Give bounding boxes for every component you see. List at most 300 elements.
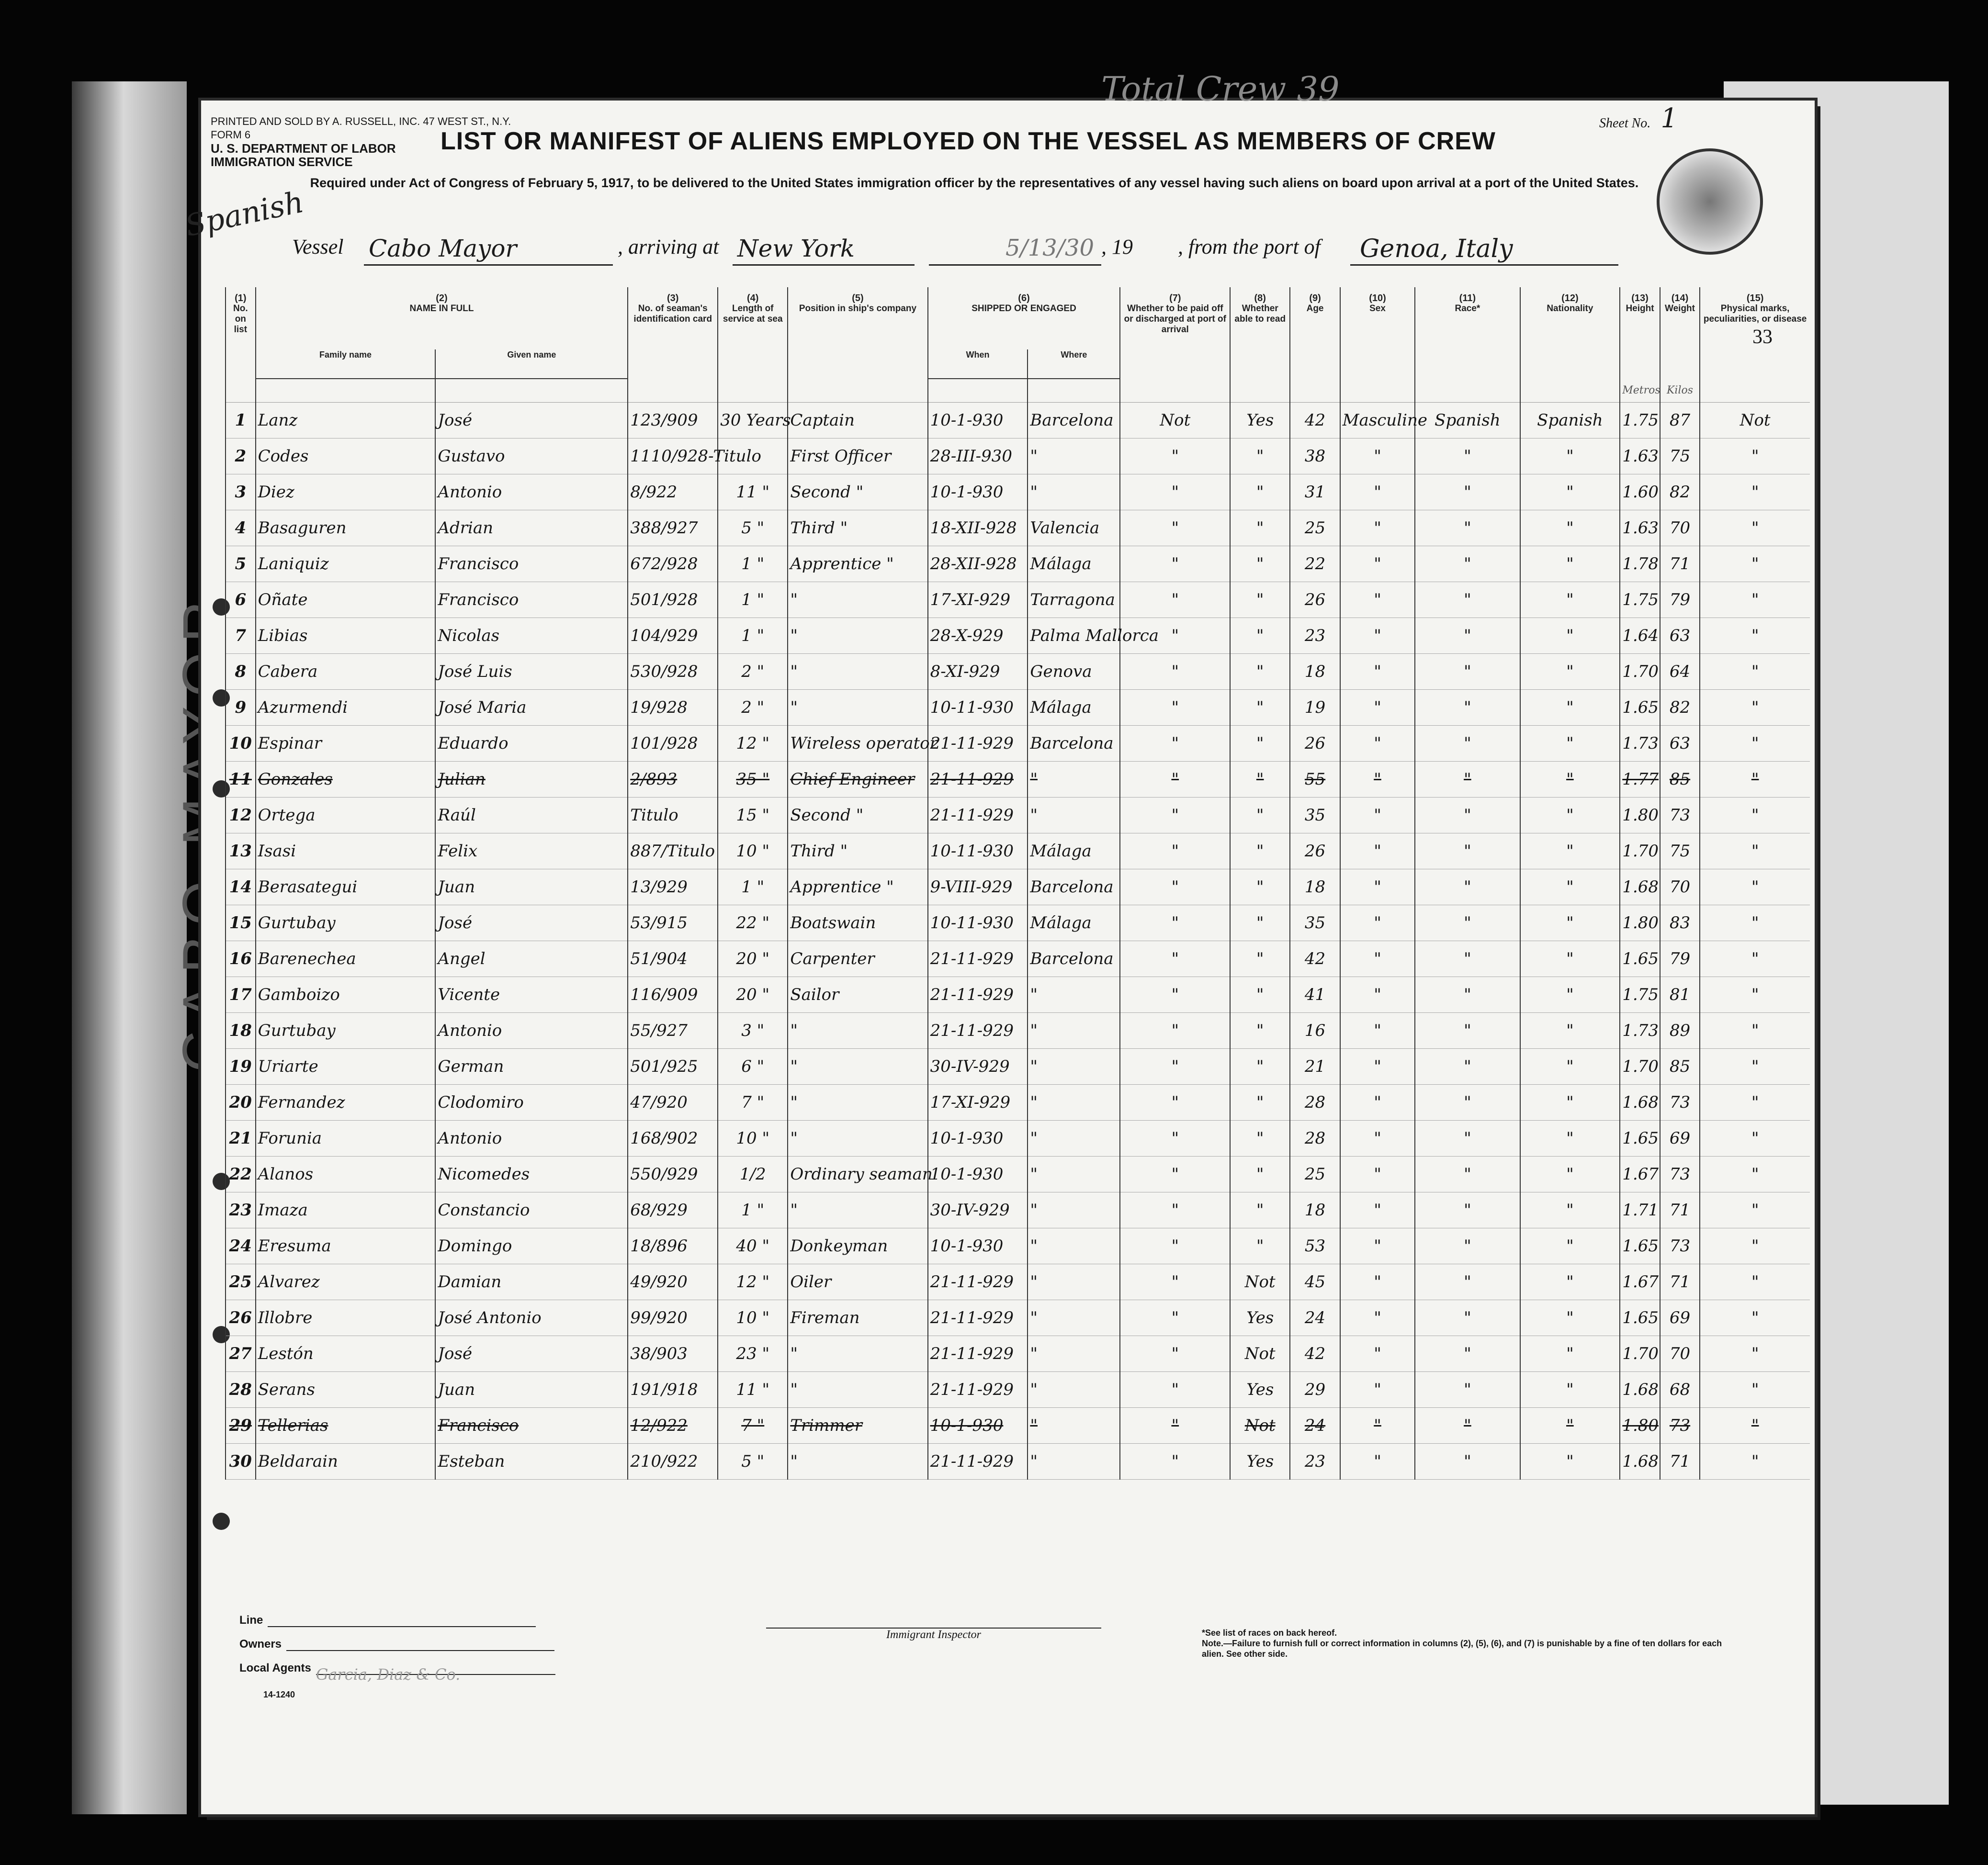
- form-code: 14-1240: [263, 1690, 295, 1699]
- cell-able-to-read: ": [1230, 1228, 1290, 1264]
- cell-given-name: Antonio: [435, 1121, 628, 1157]
- cell-family-name: Gurtubay: [256, 905, 436, 941]
- cell-paid-off: ": [1120, 618, 1230, 654]
- cell-age: 24: [1290, 1408, 1340, 1444]
- cell-shipped-where: ": [1028, 1228, 1120, 1264]
- cell-sex: ": [1340, 905, 1415, 941]
- cell-physical-marks: ": [1700, 618, 1810, 654]
- cell-shipped-where: Málaga: [1028, 546, 1120, 582]
- cell-sex: ": [1340, 510, 1415, 546]
- header-sex: Sex: [1340, 303, 1415, 379]
- cell-shipped-when: 21-11-929: [928, 1372, 1028, 1408]
- inspector-label: Immigrant Inspector: [886, 1629, 981, 1641]
- cell-nationality: ": [1520, 1336, 1620, 1372]
- cell-weight: 83: [1660, 905, 1700, 941]
- cell-weight: 73: [1660, 798, 1700, 833]
- cell-position: ": [788, 654, 927, 690]
- from-label: , from the port of: [1178, 235, 1321, 258]
- agents-field: [239, 1656, 555, 1684]
- header-height: Height: [1620, 303, 1660, 379]
- cell-position: Carpenter: [788, 941, 927, 977]
- cell-age: 41: [1290, 977, 1340, 1013]
- cell-sex: ": [1340, 1157, 1415, 1192]
- cell-length-of-service: 35 ": [718, 762, 788, 798]
- cell-shipped-when: 21-11-929: [928, 1444, 1028, 1480]
- vessel-label: Vessel: [292, 235, 344, 258]
- cell-age: 25: [1290, 510, 1340, 546]
- cell-family-name: Lanz: [256, 403, 436, 438]
- cell-shipped-where: ": [1028, 1192, 1120, 1228]
- cell-height: 1.75: [1620, 403, 1660, 438]
- owners-label: Owners: [239, 1638, 282, 1651]
- cell-family-name: Tellerias: [256, 1408, 436, 1444]
- cell-shipped-where: ": [1028, 1372, 1120, 1408]
- cell-row-number: 6: [226, 582, 256, 618]
- cell-race: ": [1415, 762, 1520, 798]
- cell-nationality: Spanish: [1520, 403, 1620, 438]
- cell-sex: ": [1340, 1228, 1415, 1264]
- cell-given-name: Eduardo: [435, 726, 628, 762]
- cell-nationality: ": [1520, 1228, 1620, 1264]
- cell-height: 1.70: [1620, 1049, 1660, 1085]
- table-row: [226, 1049, 1810, 1085]
- cell-nationality: ": [1520, 869, 1620, 905]
- cell-race: ": [1415, 1049, 1520, 1085]
- cell-row-number: 2: [226, 438, 256, 474]
- cell-row-number: 12: [226, 798, 256, 833]
- cell-shipped-when: 8-XI-929: [928, 654, 1028, 690]
- cell-given-name: Damian: [435, 1264, 628, 1300]
- cell-position: Captain: [788, 403, 927, 438]
- cell-height: 1.80: [1620, 1408, 1660, 1444]
- cell-race: Spanish: [1415, 403, 1520, 438]
- cell-paid-off: ": [1120, 869, 1230, 905]
- cell-family-name: Berasategui: [256, 869, 436, 905]
- cell-family-name: Oñate: [256, 582, 436, 618]
- cell-shipped-when: 21-11-929: [928, 941, 1028, 977]
- cell-physical-marks: ": [1700, 762, 1810, 798]
- cell-shipped-where: Barcelona: [1028, 941, 1120, 977]
- cell-row-number: 23: [226, 1192, 256, 1228]
- cell-family-name: Alvarez: [256, 1264, 436, 1300]
- cell-length-of-service: 10 ": [718, 1300, 788, 1336]
- cell-height: 1.63: [1620, 438, 1660, 474]
- cell-position: Wireless operator: [788, 726, 927, 762]
- cell-weight: 71: [1660, 1264, 1700, 1300]
- cell-sex: ": [1340, 1085, 1415, 1121]
- cell-given-name: Constancio: [435, 1192, 628, 1228]
- cell-position: Second ": [788, 474, 927, 510]
- cell-sex: ": [1340, 474, 1415, 510]
- cell-height: 1.63: [1620, 510, 1660, 546]
- colnum-2: (2): [256, 287, 628, 303]
- cell-paid-off: ": [1120, 1121, 1230, 1157]
- cell-able-to-read: ": [1230, 869, 1290, 905]
- cell-position: ": [788, 1372, 927, 1408]
- cell-paid-off: ": [1120, 1192, 1230, 1228]
- cell-weight: 73: [1660, 1228, 1700, 1264]
- cell-physical-marks: ": [1700, 1192, 1810, 1228]
- agents-label: Local Agents: [239, 1662, 311, 1674]
- cell-sex: ": [1340, 941, 1415, 977]
- cell-physical-marks: ": [1700, 1300, 1810, 1336]
- table-row: [226, 1192, 1810, 1228]
- cell-height: 1.80: [1620, 798, 1660, 833]
- cell-id-card: 99/920: [628, 1300, 718, 1336]
- cell-able-to-read: Yes: [1230, 403, 1290, 438]
- cell-length-of-service: 11 ": [718, 474, 788, 510]
- cell-row-number: 7: [226, 618, 256, 654]
- cell-paid-off: ": [1120, 654, 1230, 690]
- arrival-date: 5/13/30: [1005, 235, 1095, 261]
- cell-race: ": [1415, 654, 1520, 690]
- cell-id-card: 53/915: [628, 905, 718, 941]
- cell-able-to-read: ": [1230, 1049, 1290, 1085]
- cell-family-name: Ortega: [256, 798, 436, 833]
- cell-length-of-service: 15 ": [718, 798, 788, 833]
- cell-length-of-service: 1/2: [718, 1157, 788, 1192]
- cell-nationality: ": [1520, 1013, 1620, 1049]
- cell-weight: 73: [1660, 1157, 1700, 1192]
- cell-physical-marks: ": [1700, 1013, 1810, 1049]
- line-field: [239, 1608, 555, 1632]
- cell-shipped-when: 28-III-930: [928, 438, 1028, 474]
- cell-sex: ": [1340, 833, 1415, 869]
- cell-race: ": [1415, 582, 1520, 618]
- cell-weight: 64: [1660, 654, 1700, 690]
- cell-paid-off: ": [1120, 798, 1230, 833]
- cell-nationality: ": [1520, 1157, 1620, 1192]
- cell-given-name: Clodomiro: [435, 1085, 628, 1121]
- cell-height: 1.65: [1620, 1228, 1660, 1264]
- cell-sex: ": [1340, 582, 1415, 618]
- cell-row-number: 19: [226, 1049, 256, 1085]
- colnum-3: (3): [628, 287, 718, 303]
- cell-able-to-read: ": [1230, 618, 1290, 654]
- cell-id-card: 49/920: [628, 1264, 718, 1300]
- cell-age: 18: [1290, 1192, 1340, 1228]
- cell-age: 26: [1290, 726, 1340, 762]
- cell-length-of-service: 1 ": [718, 1192, 788, 1228]
- cell-given-name: Domingo: [435, 1228, 628, 1264]
- cell-age: 21: [1290, 1049, 1340, 1085]
- cell-race: ": [1415, 869, 1520, 905]
- cell-shipped-where: ": [1028, 762, 1120, 798]
- cell-race: ": [1415, 1228, 1520, 1264]
- cell-height: 1.60: [1620, 474, 1660, 510]
- cell-able-to-read: ": [1230, 438, 1290, 474]
- cell-length-of-service: 7 ": [718, 1085, 788, 1121]
- cell-row-number: 5: [226, 546, 256, 582]
- table-row: [226, 1013, 1810, 1049]
- cell-weight: 85: [1660, 1049, 1700, 1085]
- cell-sex: ": [1340, 726, 1415, 762]
- cell-length-of-service: 2 ": [718, 654, 788, 690]
- colnum-15: (15): [1700, 287, 1810, 303]
- cell-shipped-where: ": [1028, 1085, 1120, 1121]
- cell-height: 1.68: [1620, 1444, 1660, 1480]
- cell-sex: ": [1340, 977, 1415, 1013]
- colnum-5: (5): [788, 287, 927, 303]
- cell-family-name: Imaza: [256, 1192, 436, 1228]
- cell-age: 18: [1290, 869, 1340, 905]
- inspection-seal: [1657, 148, 1763, 255]
- cell-row-number: 1: [226, 403, 256, 438]
- cell-height: 1.65: [1620, 690, 1660, 726]
- cell-paid-off: ": [1120, 833, 1230, 869]
- cell-shipped-when: 21-11-929: [928, 1300, 1028, 1336]
- cell-family-name: Serans: [256, 1372, 436, 1408]
- cell-family-name: Illobre: [256, 1300, 436, 1336]
- cell-race: ": [1415, 1336, 1520, 1372]
- cell-race: ": [1415, 510, 1520, 546]
- cell-id-card: 550/929: [628, 1157, 718, 1192]
- colnum-8: (8): [1230, 287, 1290, 303]
- cell-shipped-where: Barcelona: [1028, 869, 1120, 905]
- cell-nationality: ": [1520, 546, 1620, 582]
- cell-height: 1.68: [1620, 1372, 1660, 1408]
- cell-race: ": [1415, 1085, 1520, 1121]
- cell-sex: ": [1340, 1264, 1415, 1300]
- agents-value: Garcia, Diaz & Co.: [316, 1663, 555, 1675]
- cell-id-card: 388/927: [628, 510, 718, 546]
- cell-id-card: 12/922: [628, 1408, 718, 1444]
- cell-weight: 63: [1660, 726, 1700, 762]
- cell-paid-off: ": [1120, 690, 1230, 726]
- cell-position: ": [788, 1049, 927, 1085]
- cell-physical-marks: ": [1700, 654, 1810, 690]
- table-row: [226, 654, 1810, 690]
- cell-physical-marks: ": [1700, 438, 1810, 474]
- cell-sex: ": [1340, 654, 1415, 690]
- cell-shipped-when: 28-XII-928: [928, 546, 1028, 582]
- cell-sex: ": [1340, 1192, 1415, 1228]
- cell-id-card: 2/893: [628, 762, 718, 798]
- cell-nationality: ": [1520, 977, 1620, 1013]
- header-paid-off: Whether to be paid off or discharged at port of arrival: [1120, 303, 1230, 379]
- cell-given-name: José: [435, 1336, 628, 1372]
- cell-shipped-when: 10-1-930: [928, 1408, 1028, 1444]
- header-position: Position in ship's company: [788, 303, 927, 379]
- cell-age: 25: [1290, 1157, 1340, 1192]
- header-nationality: Nationality: [1520, 303, 1620, 379]
- cell-weight: 75: [1660, 833, 1700, 869]
- header-where: Where: [1028, 349, 1120, 379]
- cell-position: ": [788, 1121, 927, 1157]
- cell-id-card: 672/928: [628, 546, 718, 582]
- cell-shipped-where: Tarragona: [1028, 582, 1120, 618]
- cell-weight: 73: [1660, 1085, 1700, 1121]
- cell-row-number: 24: [226, 1228, 256, 1264]
- cell-able-to-read: ": [1230, 690, 1290, 726]
- cell-paid-off: ": [1120, 1444, 1230, 1480]
- cell-shipped-where: ": [1028, 1121, 1120, 1157]
- cell-able-to-read: ": [1230, 1192, 1290, 1228]
- cell-weight: 69: [1660, 1121, 1700, 1157]
- cell-height: 1.80: [1620, 905, 1660, 941]
- cell-given-name: Francisco: [435, 1408, 628, 1444]
- cell-shipped-when: 30-IV-929: [928, 1192, 1028, 1228]
- cell-height: 1.68: [1620, 869, 1660, 905]
- cell-nationality: ": [1520, 1408, 1620, 1444]
- cell-sex: ": [1340, 1300, 1415, 1336]
- cell-race: ": [1415, 438, 1520, 474]
- cell-able-to-read: ": [1230, 833, 1290, 869]
- cell-paid-off: ": [1120, 1408, 1230, 1444]
- cell-length-of-service: 1 ": [718, 618, 788, 654]
- cell-height: 1.73: [1620, 726, 1660, 762]
- owners-field: [239, 1632, 555, 1656]
- cell-nationality: ": [1520, 474, 1620, 510]
- column-header-row: [226, 303, 1810, 349]
- cell-nationality: ": [1520, 1085, 1620, 1121]
- cell-shipped-when: 21-11-929: [928, 726, 1028, 762]
- cell-paid-off: ": [1120, 510, 1230, 546]
- cell-able-to-read: ": [1230, 654, 1290, 690]
- cell-weight: 82: [1660, 690, 1700, 726]
- colnum-13: (13): [1620, 287, 1660, 303]
- table-row: [226, 941, 1810, 977]
- cell-physical-marks: ": [1700, 941, 1810, 977]
- sheet-number: [1599, 103, 1678, 134]
- colnum-12: (12): [1520, 287, 1620, 303]
- cell-nationality: ": [1520, 726, 1620, 762]
- cell-sex: ": [1340, 798, 1415, 833]
- cell-given-name: Francisco: [435, 546, 628, 582]
- from-fill-line: [1350, 264, 1618, 266]
- cell-given-name: Juan: [435, 869, 628, 905]
- cell-physical-marks: ": [1700, 690, 1810, 726]
- cell-shipped-when: 21-11-929: [928, 1264, 1028, 1300]
- cell-shipped-where: Genova: [1028, 654, 1120, 690]
- cell-height: 1.65: [1620, 1121, 1660, 1157]
- cell-id-card: 530/928: [628, 654, 718, 690]
- cell-physical-marks: ": [1700, 1228, 1810, 1264]
- cell-nationality: ": [1520, 762, 1620, 798]
- cell-shipped-where: ": [1028, 1336, 1120, 1372]
- cell-shipped-when: 21-11-929: [928, 1013, 1028, 1049]
- cell-age: 18: [1290, 654, 1340, 690]
- cell-given-name: German: [435, 1049, 628, 1085]
- cell-row-number: 25: [226, 1264, 256, 1300]
- cell-length-of-service: 5 ": [718, 510, 788, 546]
- cell-weight: 70: [1660, 510, 1700, 546]
- cell-weight: 69: [1660, 1300, 1700, 1336]
- units-row: [226, 379, 1810, 403]
- cell-race: ": [1415, 1157, 1520, 1192]
- cell-shipped-where: ": [1028, 1013, 1120, 1049]
- cell-given-name: Francisco: [435, 582, 628, 618]
- table-row: [226, 1408, 1810, 1444]
- table-row: [226, 1157, 1810, 1192]
- cell-height: 1.77: [1620, 762, 1660, 798]
- cell-length-of-service: 20 ": [718, 977, 788, 1013]
- required-notice: Required under Act of Congress of February 5, 1917, to be delivered to the United States immigration officer by the representatives of any vessel having such aliens on board upon arrival at a port of the United States.: [310, 176, 1639, 190]
- cell-position: Second ": [788, 798, 927, 833]
- cell-weight: 89: [1660, 1013, 1700, 1049]
- cell-length-of-service: 6 ": [718, 1049, 788, 1085]
- vessel-name: Cabo Mayor: [369, 235, 517, 262]
- cell-given-name: Adrian: [435, 510, 628, 546]
- cell-physical-marks: ": [1700, 1157, 1810, 1192]
- cell-row-number: 22: [226, 1157, 256, 1192]
- table-row: [226, 403, 1810, 438]
- line-label: Line: [239, 1614, 263, 1627]
- cell-position: First Officer: [788, 438, 927, 474]
- cell-nationality: ": [1520, 1264, 1620, 1300]
- cell-id-card: 501/928: [628, 582, 718, 618]
- cell-position: Sailor: [788, 977, 927, 1013]
- colnum-7: (7): [1120, 287, 1230, 303]
- cell-race: ": [1415, 941, 1520, 977]
- arriving-port: New York: [737, 235, 855, 262]
- cell-physical-marks: Not: [1700, 403, 1810, 438]
- cell-shipped-when: 10-1-930: [928, 1157, 1028, 1192]
- cell-nationality: ": [1520, 510, 1620, 546]
- cell-able-to-read: ": [1230, 546, 1290, 582]
- table-row: [226, 690, 1810, 726]
- cell-physical-marks: ": [1700, 1049, 1810, 1085]
- cell-row-number: 13: [226, 833, 256, 869]
- colnum-10: (10): [1340, 287, 1415, 303]
- cell-paid-off: ": [1120, 546, 1230, 582]
- cell-age: 45: [1290, 1264, 1340, 1300]
- cell-physical-marks: ": [1700, 1121, 1810, 1157]
- header-length-of-service: Length of service at sea: [718, 303, 788, 379]
- cell-sex: ": [1340, 546, 1415, 582]
- table-row: [226, 726, 1810, 762]
- cell-family-name: Gurtubay: [256, 1013, 436, 1049]
- cell-paid-off: ": [1120, 1157, 1230, 1192]
- cell-sex: Masculine: [1340, 403, 1415, 438]
- cell-shipped-when: 10-11-930: [928, 905, 1028, 941]
- cell-family-name: Libias: [256, 618, 436, 654]
- cell-height: 1.70: [1620, 1336, 1660, 1372]
- header-able-to-read: Whether able to read: [1230, 303, 1290, 379]
- cell-age: 16: [1290, 1013, 1340, 1049]
- cell-paid-off: ": [1120, 762, 1230, 798]
- cell-given-name: Vicente: [435, 977, 628, 1013]
- cell-shipped-when: 10-1-930: [928, 403, 1028, 438]
- cell-given-name: Raúl: [435, 798, 628, 833]
- cell-physical-marks: ": [1700, 546, 1810, 582]
- table-row: [226, 1300, 1810, 1336]
- cell-given-name: Esteban: [435, 1444, 628, 1480]
- cell-nationality: ": [1520, 582, 1620, 618]
- cell-able-to-read: Yes: [1230, 1444, 1290, 1480]
- cell-given-name: José Maria: [435, 690, 628, 726]
- cell-given-name: Gustavo: [435, 438, 628, 474]
- cell-shipped-where: ": [1028, 1444, 1120, 1480]
- cell-age: 35: [1290, 798, 1340, 833]
- crew-rows: [226, 403, 1810, 1480]
- cell-sex: ": [1340, 1121, 1415, 1157]
- table-row: [226, 1085, 1810, 1121]
- cell-position: ": [788, 582, 927, 618]
- cell-id-card: 13/929: [628, 869, 718, 905]
- cell-given-name: José Antonio: [435, 1300, 628, 1336]
- table-row: [226, 869, 1810, 905]
- cell-family-name: Barenechea: [256, 941, 436, 977]
- cell-length-of-service: 23 ": [718, 1336, 788, 1372]
- cell-shipped-where: Málaga: [1028, 690, 1120, 726]
- cell-physical-marks: ": [1700, 905, 1810, 941]
- cell-row-number: 30: [226, 1444, 256, 1480]
- cell-weight: 75: [1660, 438, 1700, 474]
- cell-height: 1.64: [1620, 618, 1660, 654]
- cell-given-name: José Luis: [435, 654, 628, 690]
- cell-shipped-where: ": [1028, 438, 1120, 474]
